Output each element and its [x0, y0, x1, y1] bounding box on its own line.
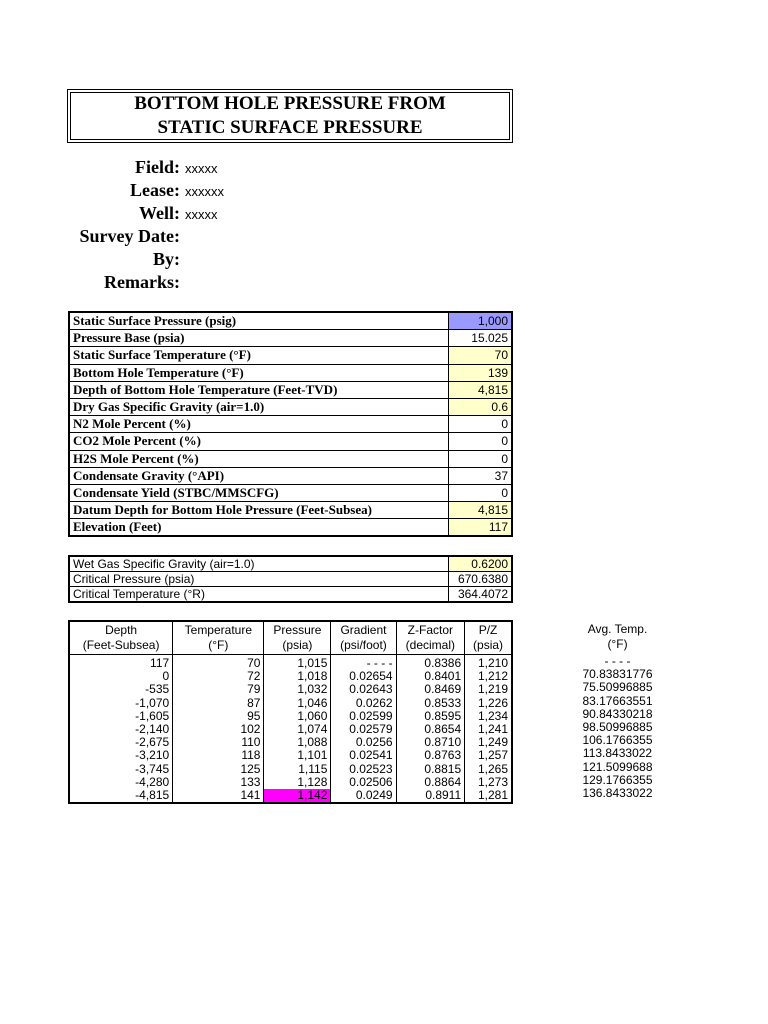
profile-cell: 95	[173, 710, 264, 723]
profile-cell: 0.8401	[396, 670, 465, 683]
profile-cell: 72	[173, 670, 264, 683]
input-row	[69, 347, 512, 364]
profile-cell: 1,128	[264, 776, 331, 789]
profile-cell: 1,060	[264, 710, 331, 723]
input-value-cell[interactable]: 139	[449, 364, 513, 381]
input-value-cell[interactable]: 37	[449, 467, 513, 484]
profile-cell: 1,015	[264, 655, 331, 671]
info-label: Remarks:	[104, 272, 180, 292]
input-label: Condensate Gravity (°API)	[69, 467, 449, 484]
avg-temp-cell: - - - -	[604, 654, 631, 668]
input-value-cell[interactable]: 0.6	[449, 398, 513, 415]
header-unit: (psia)	[282, 638, 313, 652]
profile-cell: - - - -	[331, 655, 396, 671]
profile-cell: 1,226	[465, 697, 512, 710]
calc-label: Wet Gas Specific Gravity (air=1.0)	[69, 556, 449, 572]
profile-cell: -1,070	[69, 697, 173, 710]
profile-cell: 0.8911	[396, 789, 465, 803]
profile-cell: -535	[69, 683, 173, 696]
header-unit: (psia)	[473, 638, 504, 652]
profile-cell: 1,265	[465, 763, 512, 776]
info-label: Survey Date:	[79, 226, 180, 246]
profile-cell: 1,115	[264, 763, 331, 776]
info-row	[60, 226, 360, 249]
profile-column-header	[173, 621, 264, 655]
page-title-line-1: BOTTOM HOLE PRESSURE FROM	[134, 93, 446, 114]
profile-cell: 0.8763	[396, 749, 465, 762]
input-row	[69, 467, 512, 484]
avg-temp-cell: 106.1766355	[582, 733, 653, 748]
profile-cell: 1,088	[264, 736, 331, 749]
profile-cell: 0.02643	[331, 683, 396, 696]
profile-cell: 0.02654	[331, 670, 396, 683]
input-row	[69, 398, 512, 415]
profile-column-header	[396, 621, 465, 655]
profile-cell: 117	[69, 655, 173, 671]
input-value-cell[interactable]: 117	[449, 519, 513, 537]
info-value[interactable]: xxxxx	[185, 161, 218, 176]
calc-value-cell: 364.4072	[449, 587, 513, 603]
info-row	[60, 180, 360, 203]
input-row	[69, 519, 512, 537]
header-line: Gradient	[340, 623, 387, 637]
avg-temp-header: Avg. Temp.	[587, 622, 648, 636]
profile-cell: 125	[173, 763, 264, 776]
input-row	[69, 364, 512, 381]
header-line: P/Z	[478, 623, 498, 637]
profile-cell: 0.02506	[331, 776, 396, 789]
input-value-cell[interactable]: 1,000	[449, 312, 513, 330]
profile-cell: 1,210	[465, 655, 512, 671]
profile-cell: 1,273	[465, 776, 512, 789]
profile-cell: 141	[173, 789, 264, 803]
profile-row	[69, 697, 512, 710]
header-line: Depth	[105, 623, 138, 637]
profile-cell: -4,280	[69, 776, 173, 789]
profile-cell: 0.02579	[331, 723, 396, 736]
profile-cell: 79	[173, 683, 264, 696]
input-label: Elevation (Feet)	[69, 519, 449, 537]
info-label: Field:	[135, 157, 180, 177]
info-label: Lease:	[130, 180, 180, 200]
info-row	[60, 272, 360, 295]
profile-cell: 0.8469	[396, 683, 465, 696]
profile-cell: 1,257	[465, 749, 512, 762]
input-row	[69, 330, 512, 347]
profile-row	[69, 763, 512, 776]
profile-cell: 118	[173, 749, 264, 762]
header-unit: (°F)	[208, 638, 229, 652]
avg-temp-cell: 75.50996885	[582, 680, 653, 695]
input-row	[69, 312, 512, 330]
header-line: Temperature	[184, 623, 253, 637]
avg-temp-cell: 98.50996885	[582, 719, 653, 734]
input-label: Bottom Hole Temperature (°F)	[69, 364, 449, 381]
profile-cell: 133	[173, 776, 264, 789]
info-row	[60, 249, 360, 272]
input-value-cell[interactable]: 15.025	[449, 330, 513, 347]
profile-cell: 1,241	[465, 723, 512, 736]
profile-cell: 0.0249	[331, 789, 396, 803]
profile-cell: 0.8710	[396, 736, 465, 749]
profile-row	[69, 749, 512, 762]
profile-cell: -3,210	[69, 749, 173, 762]
avg-temp-unit: (°F)	[607, 637, 628, 651]
input-row	[69, 433, 512, 450]
profile-cell: 1,281	[465, 789, 512, 803]
calc-label: Critical Pressure (psia)	[69, 572, 449, 587]
input-row	[69, 484, 512, 501]
profile-cell: 0.8386	[396, 655, 465, 671]
profile-cell: 0.8654	[396, 723, 465, 736]
avg-temp-cell: 136.8433022	[582, 785, 653, 800]
profile-column-header	[331, 621, 396, 655]
avg-temp-cell: 113.8433022	[582, 746, 653, 761]
title-box	[67, 89, 513, 143]
profile-column-header	[465, 621, 512, 655]
calculated-properties-table	[68, 555, 513, 603]
info-value[interactable]: xxxxx	[185, 207, 218, 222]
profile-cell: 1,032	[264, 683, 331, 696]
info-label: Well:	[139, 203, 180, 223]
header-line: Z-Factor	[407, 623, 454, 637]
header-line: Pressure	[273, 623, 322, 637]
profile-cell: 1,046	[264, 697, 331, 710]
profile-cell: 1,249	[465, 736, 512, 749]
input-row	[69, 416, 512, 433]
avg-temp-cell: 129.1766355	[582, 772, 653, 787]
input-parameters-table	[68, 311, 513, 537]
info-row	[60, 157, 360, 180]
info-value[interactable]: xxxxxx	[185, 184, 224, 199]
input-label: Pressure Base (psia)	[69, 330, 449, 347]
profile-cell: 1,142	[264, 789, 331, 803]
profile-cell: 0.0256	[331, 736, 396, 749]
input-value-cell[interactable]: 0	[449, 433, 513, 450]
profile-cell: 1,212	[465, 670, 512, 683]
avg-temp-cell: 70.83831776	[582, 667, 653, 682]
profile-cell: 0	[69, 670, 173, 683]
avg-temp-cell: 121.5099688	[582, 759, 653, 774]
profile-cell: -4,815	[69, 789, 173, 803]
profile-row	[69, 655, 512, 671]
input-value-cell[interactable]: 0	[449, 416, 513, 433]
info-label: By:	[153, 249, 180, 269]
profile-cell: 0.0262	[331, 697, 396, 710]
profile-cell: -2,140	[69, 723, 173, 736]
header-unit: (psi/foot)	[340, 638, 387, 652]
input-row	[69, 450, 512, 467]
input-label: Static Surface Temperature (°F)	[69, 347, 449, 364]
calc-value-cell: 670.6380	[449, 572, 513, 587]
profile-cell: 87	[173, 697, 264, 710]
info-row	[60, 203, 360, 226]
title-frame	[70, 92, 510, 140]
profile-cell: 110	[173, 736, 264, 749]
input-label: Depth of Bottom Hole Temperature (Feet-TVD)	[69, 381, 449, 398]
input-label: Condensate Yield (STBC/MMSCFG)	[69, 484, 449, 501]
calc-label: Critical Temperature (°R)	[69, 587, 449, 603]
calc-value-cell: 0.6200	[449, 556, 513, 572]
page-title-line-2: STATIC SURFACE PRESSURE	[157, 117, 423, 138]
well-info-block	[60, 157, 360, 295]
header-unit: (Feet-Subsea)	[82, 638, 160, 652]
input-row	[69, 381, 512, 398]
profile-cell: 1,101	[264, 749, 331, 762]
input-value-cell[interactable]: 4,815	[449, 502, 513, 519]
profile-cell: 0.02599	[331, 710, 396, 723]
avg-temp-cell: 83.17663551	[582, 693, 653, 708]
profile-cell: 1,219	[465, 683, 512, 696]
profile-cell: 1,234	[465, 710, 512, 723]
input-value-cell[interactable]: 0	[449, 484, 513, 501]
input-label: CO2 Mole Percent (%)	[69, 433, 449, 450]
calc-row	[69, 556, 512, 572]
avg-temp-column	[560, 622, 675, 800]
profile-cell: 1,074	[264, 723, 331, 736]
profile-row	[69, 789, 512, 803]
header-unit: (decimal)	[405, 638, 456, 652]
profile-cell: 102	[173, 723, 264, 736]
input-label: N2 Mole Percent (%)	[69, 416, 449, 433]
input-value-cell[interactable]: 4,815	[449, 381, 513, 398]
profile-row	[69, 683, 512, 696]
profile-cell: 0.8815	[396, 763, 465, 776]
profile-cell: 0.8864	[396, 776, 465, 789]
profile-column-header	[264, 621, 331, 655]
input-row	[69, 502, 512, 519]
input-label: Static Surface Pressure (psig)	[69, 312, 449, 330]
profile-cell: -2,675	[69, 736, 173, 749]
input-value-cell[interactable]: 0	[449, 450, 513, 467]
avg-temp-cell: 90.84330218	[582, 706, 653, 721]
input-label: Datum Depth for Bottom Hole Pressure (Feet-Subsea)	[69, 502, 449, 519]
profile-cell: -3,745	[69, 763, 173, 776]
calc-row	[69, 587, 512, 603]
profile-column-header	[69, 621, 173, 655]
input-label: Dry Gas Specific Gravity (air=1.0)	[69, 398, 449, 415]
profile-cell: 70	[173, 655, 264, 671]
profile-cell: 0.02523	[331, 763, 396, 776]
profile-cell: 0.8533	[396, 697, 465, 710]
profile-cell: 0.8595	[396, 710, 465, 723]
profile-cell: -1,605	[69, 710, 173, 723]
avg-temp-values	[560, 655, 675, 800]
profile-cell: 0.02541	[331, 749, 396, 762]
pressure-profile-table	[68, 620, 513, 804]
input-label: H2S Mole Percent (%)	[69, 450, 449, 467]
input-value-cell[interactable]: 70	[449, 347, 513, 364]
calc-row	[69, 572, 512, 587]
profile-cell: 1,018	[264, 670, 331, 683]
